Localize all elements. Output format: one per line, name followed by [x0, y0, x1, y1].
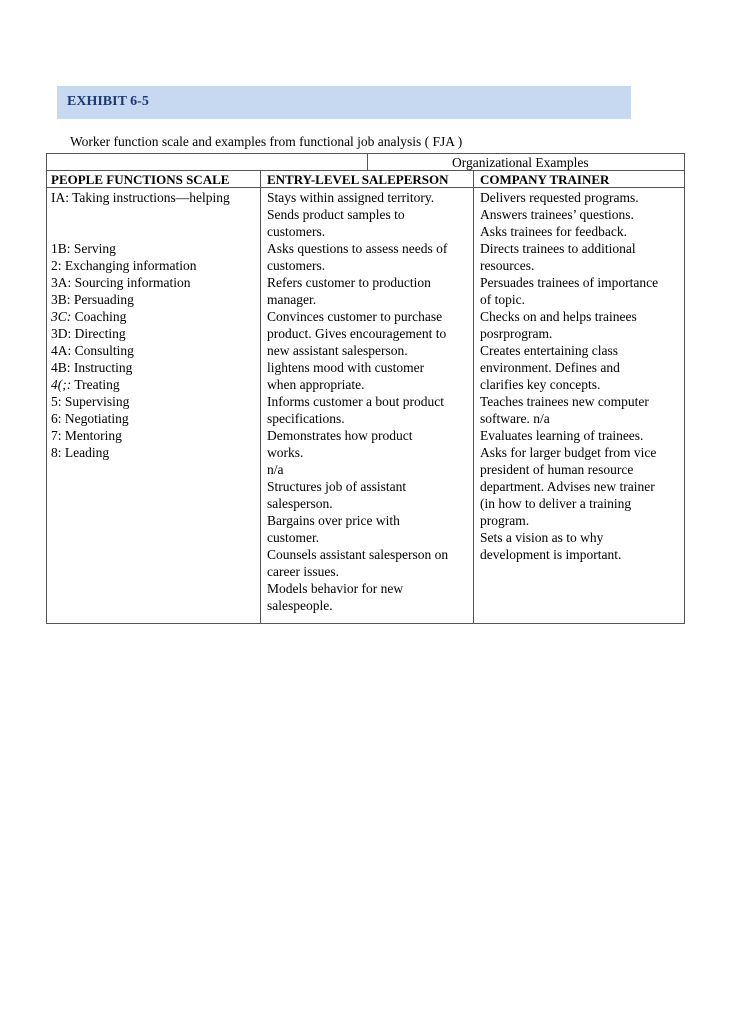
trainer-example-line: of topic. — [480, 292, 525, 307]
exhibit-banner — [57, 86, 631, 119]
people-function-line: 4A: Consulting — [51, 343, 134, 358]
trainer-example-line: department. Advises new trainer — [480, 479, 655, 494]
salesperson-example-line: Convinces customer to purchase — [267, 309, 443, 324]
trainer-example-line: posrprogram. — [480, 326, 553, 341]
trainer-examples-list — [480, 189, 658, 563]
salesperson-example-line: n/a — [267, 462, 284, 477]
people-function-line: 2: Exchanging information — [51, 258, 197, 273]
people-function-line: 3C: Coaching — [51, 309, 127, 324]
salesperson-example-line: Models behavior for new — [267, 581, 404, 596]
salesperson-example-line: Asks questions to assess needs of — [267, 241, 448, 256]
people-function-line: 3B: Persuading — [51, 292, 134, 307]
column-header-salesperson: ENTRY-LEVEL SALEPERSON — [267, 172, 449, 187]
people-function-line: 1B: Serving — [51, 241, 116, 256]
salesperson-example-line: salesperson. — [267, 496, 333, 511]
trainer-example-line: Asks trainees for feedback. — [480, 224, 627, 239]
column-divider-1 — [260, 170, 261, 624]
group-header: Organizational Examples — [452, 155, 589, 170]
trainer-example-line: Asks for larger budget from vice — [480, 445, 657, 460]
group-header-divider — [367, 154, 368, 170]
trainer-example-line: president of human resource — [480, 462, 634, 477]
trainer-example-line: Delivers requested programs. — [480, 190, 639, 205]
trainer-example-line: (in how to deliver a training — [480, 496, 632, 511]
people-function-line — [51, 223, 230, 240]
trainer-example-line: Evaluates learning of trainees. — [480, 428, 644, 443]
table-caption: Worker function scale and examples from functional job analysis ( FJA ) — [70, 134, 463, 149]
salesperson-example-line: career issues. — [267, 564, 339, 579]
trainer-example-line: software. n/a — [480, 411, 550, 426]
people-function-line: IA: Taking instructions—helping — [51, 190, 230, 205]
trainer-example-line: Checks on and helps trainees — [480, 309, 637, 324]
salesperson-example-line: customers. — [267, 258, 326, 273]
column-header-trainer: COMPANY TRAINER — [480, 172, 610, 187]
people-function-line: 3D: Directing — [51, 326, 126, 341]
salesperson-example-line: lightens mood with customer — [267, 360, 425, 375]
trainer-example-line: Answers trainees’ questions. — [480, 207, 634, 222]
people-function-line: 8: Leading — [51, 445, 110, 460]
salesperson-example-line: new assistant salesperson. — [267, 343, 408, 358]
people-function-line: 5: Supervising — [51, 394, 130, 409]
people-functions-list — [51, 189, 230, 461]
trainer-example-line: development is important. — [480, 547, 622, 562]
salesperson-example-line: Sends product samples to — [267, 207, 405, 222]
trainer-example-line: Creates entertaining class — [480, 343, 618, 358]
column-divider-2 — [473, 170, 474, 624]
people-function-line: 7: Mentoring — [51, 428, 122, 443]
salesperson-example-line: Counsels assistant salesperson on — [267, 547, 449, 562]
people-function-line: 3A: Sourcing information — [51, 275, 191, 290]
salesperson-example-line: Informs customer a bout product — [267, 394, 444, 409]
people-function-line — [51, 206, 230, 223]
salesperson-example-line: salespeople. — [267, 598, 333, 613]
fja-table — [46, 153, 685, 624]
people-function-line: 6: Negotiating — [51, 411, 129, 426]
trainer-example-line: environment. Defines and — [480, 360, 620, 375]
trainer-example-line: Sets a vision as to why — [480, 530, 604, 545]
trainer-example-line: resources. — [480, 258, 535, 273]
salesperson-example-line: specifications. — [267, 411, 345, 426]
trainer-example-line: Persuades trainees of importance — [480, 275, 659, 290]
salesperson-example-line: manager. — [267, 292, 317, 307]
salesperson-example-line: when appropriate. — [267, 377, 365, 392]
salesperson-example-line: works. — [267, 445, 304, 460]
column-header-people-functions: PEOPLE FUNCTIONS SCALE — [51, 172, 230, 187]
salesperson-example-line: Stays within assigned territory. — [267, 190, 435, 205]
exhibit-title: EXHIBIT 6-5 — [67, 94, 149, 109]
salesperson-example-line: product. Gives encouragement to — [267, 326, 447, 341]
trainer-example-line: Teaches trainees new computer — [480, 394, 649, 409]
salesperson-examples-list — [267, 189, 448, 614]
trainer-example-line: Directs trainees to additional — [480, 241, 636, 256]
people-function-line: 4B: Instructing — [51, 360, 133, 375]
salesperson-example-line: customers. — [267, 224, 326, 239]
salesperson-example-line: Demonstrates how product — [267, 428, 413, 443]
salesperson-example-line: Refers customer to production — [267, 275, 431, 290]
salesperson-example-line: customer. — [267, 530, 320, 545]
trainer-example-line: clarifies key concepts. — [480, 377, 601, 392]
trainer-example-line: program. — [480, 513, 530, 528]
salesperson-example-line: Structures job of assistant — [267, 479, 407, 494]
people-function-line: 4(;: Treating — [51, 377, 120, 392]
salesperson-example-line: Bargains over price with — [267, 513, 400, 528]
